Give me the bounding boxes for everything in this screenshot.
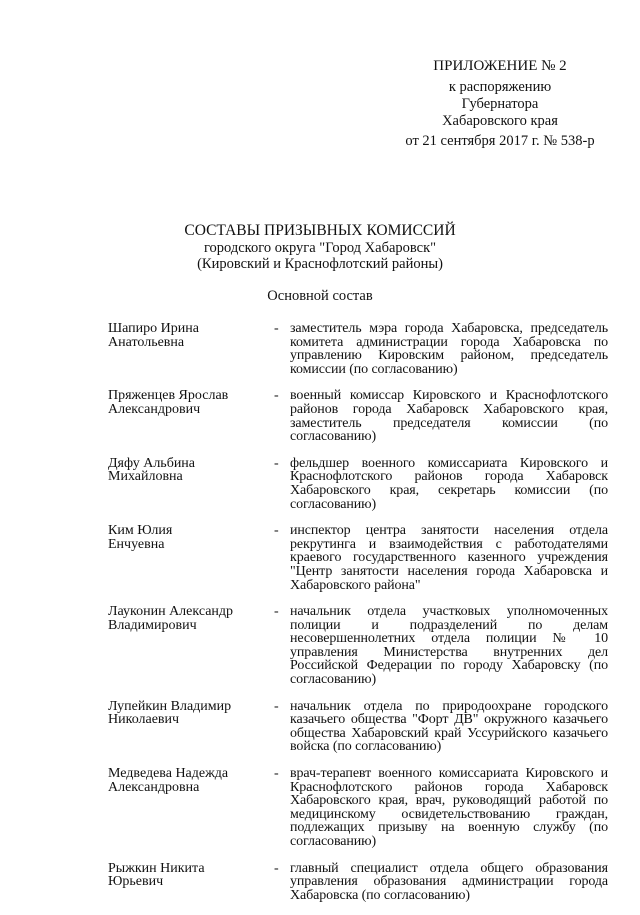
member-name — [108, 389, 274, 443]
member-dash: - — [274, 766, 279, 782]
member-name — [108, 457, 274, 511]
member-patronymic: Николаевич — [108, 712, 180, 728]
member-dash: - — [274, 523, 279, 539]
member-name — [108, 767, 274, 849]
member-name — [108, 524, 274, 592]
member-surname: Лауконин Александр — [108, 604, 234, 620]
member-dash: - — [274, 388, 279, 404]
member-entry — [108, 767, 608, 849]
member-dash: - — [274, 455, 279, 471]
member-role: военный комиссар Кировского и Краснофлотского районов города Хабаровск Хабаровского края, заместитель председателя комиссии (по согласованию) — [290, 388, 608, 445]
member-role: начальник отдела по природоохране городского казачьего общества "Форт ДВ" окружного казачьего общества Хабаровский край Уссурийского казачьего войска (по согласованию) — [290, 698, 608, 755]
appendix-date: от 21 сентября 2017 г. № 538-р — [405, 133, 595, 149]
member-role: заместитель мэра города Хабаровска, председатель комитета администрации города Хабаровска по управлению Кировским районом, председатель комиссии (по согласованию) — [290, 321, 608, 377]
member-role: начальник отдела участковых уполномоченных полиции и подразделений по делам несовершеннолетних отдела полиции № 10 управления Министерства внутренних дел Российской Федерации по городу Хабаровску (по согласованию) — [290, 604, 608, 688]
member-entry — [108, 700, 608, 754]
member-patronymic: Владимирович — [108, 617, 197, 633]
member-role: фельдшер военного комиссариата Кировского и Краснофлотского районов города Хабаровск Хабаровского края, секретарь комиссии (по согласованию) — [290, 455, 608, 512]
member-entry — [108, 322, 608, 376]
member-surname: Медведева Надежда — [108, 766, 229, 782]
member-dash: - — [274, 698, 279, 714]
members-list — [108, 322, 608, 915]
member-entry — [108, 524, 608, 592]
member-surname: Пряженцев Ярослав — [108, 388, 229, 404]
member-dash: - — [274, 860, 279, 876]
member-patronymic: Михайловна — [108, 469, 183, 485]
member-patronymic: Александровна — [108, 779, 200, 795]
appendix-line-region: Хабаровского края — [442, 113, 558, 129]
member-patronymic: Юрьевич — [108, 874, 164, 890]
member-role: врач-терапевт военного комиссариата Кировского и Краснофлотского районов города Хабаровск Хабаровского края, врач, руководящий работой по медицинскому освидетельствованию граждан, подлежащих призыву на военную службу (по согласованию) — [290, 766, 608, 849]
member-surname: Шапиро Ирина — [108, 321, 199, 336]
appendix-line-decree: к распоряжению — [448, 79, 552, 95]
member-patronymic: Енчуевна — [108, 536, 165, 552]
member-patronymic: Анатольевна — [108, 334, 185, 350]
member-name — [108, 862, 274, 903]
member-name — [108, 322, 274, 376]
document-subtitle — [0, 240, 640, 272]
subtitle-line-city: городского округа "Город Хабаровск" — [203, 240, 437, 256]
member-dash: - — [274, 604, 279, 620]
member-surname: Лупейкин Владимир — [108, 698, 232, 714]
member-name — [108, 605, 274, 687]
appendix-line-governor: Губернатора — [461, 96, 539, 112]
member-dash: - — [274, 321, 279, 336]
member-role: главный специалист отдела общего образования управления образования администрации города Хабаровска (по согласованию) — [290, 860, 608, 903]
section-heading: Основной состав — [267, 288, 373, 304]
appendix-heading: ПРИЛОЖЕНИЕ № 2 — [433, 58, 567, 74]
member-role: инспектор центра занятости населения отдела рекрутинга и взаимодействия с работодателями краевого государственного казенного учреждения "Центр занятости населения города Хабаровска и Хабаровского района" — [290, 523, 608, 593]
member-patronymic: Александрович — [108, 401, 201, 417]
member-entry — [108, 389, 608, 443]
member-surname: Дяфу Альбина — [108, 455, 196, 471]
member-entry — [108, 605, 608, 687]
document-title: СОСТАВЫ ПРИЗЫВНЫХ КОМИССИЙ — [184, 222, 456, 239]
member-surname: Ким Юлия — [108, 523, 173, 539]
appendix-block — [385, 58, 615, 150]
subtitle-line-districts: (Кировский и Краснофлотский районы) — [197, 256, 443, 272]
member-entry — [108, 862, 608, 903]
member-surname: Рыжкин Никита — [108, 860, 205, 876]
member-name — [108, 700, 274, 754]
member-entry — [108, 457, 608, 511]
